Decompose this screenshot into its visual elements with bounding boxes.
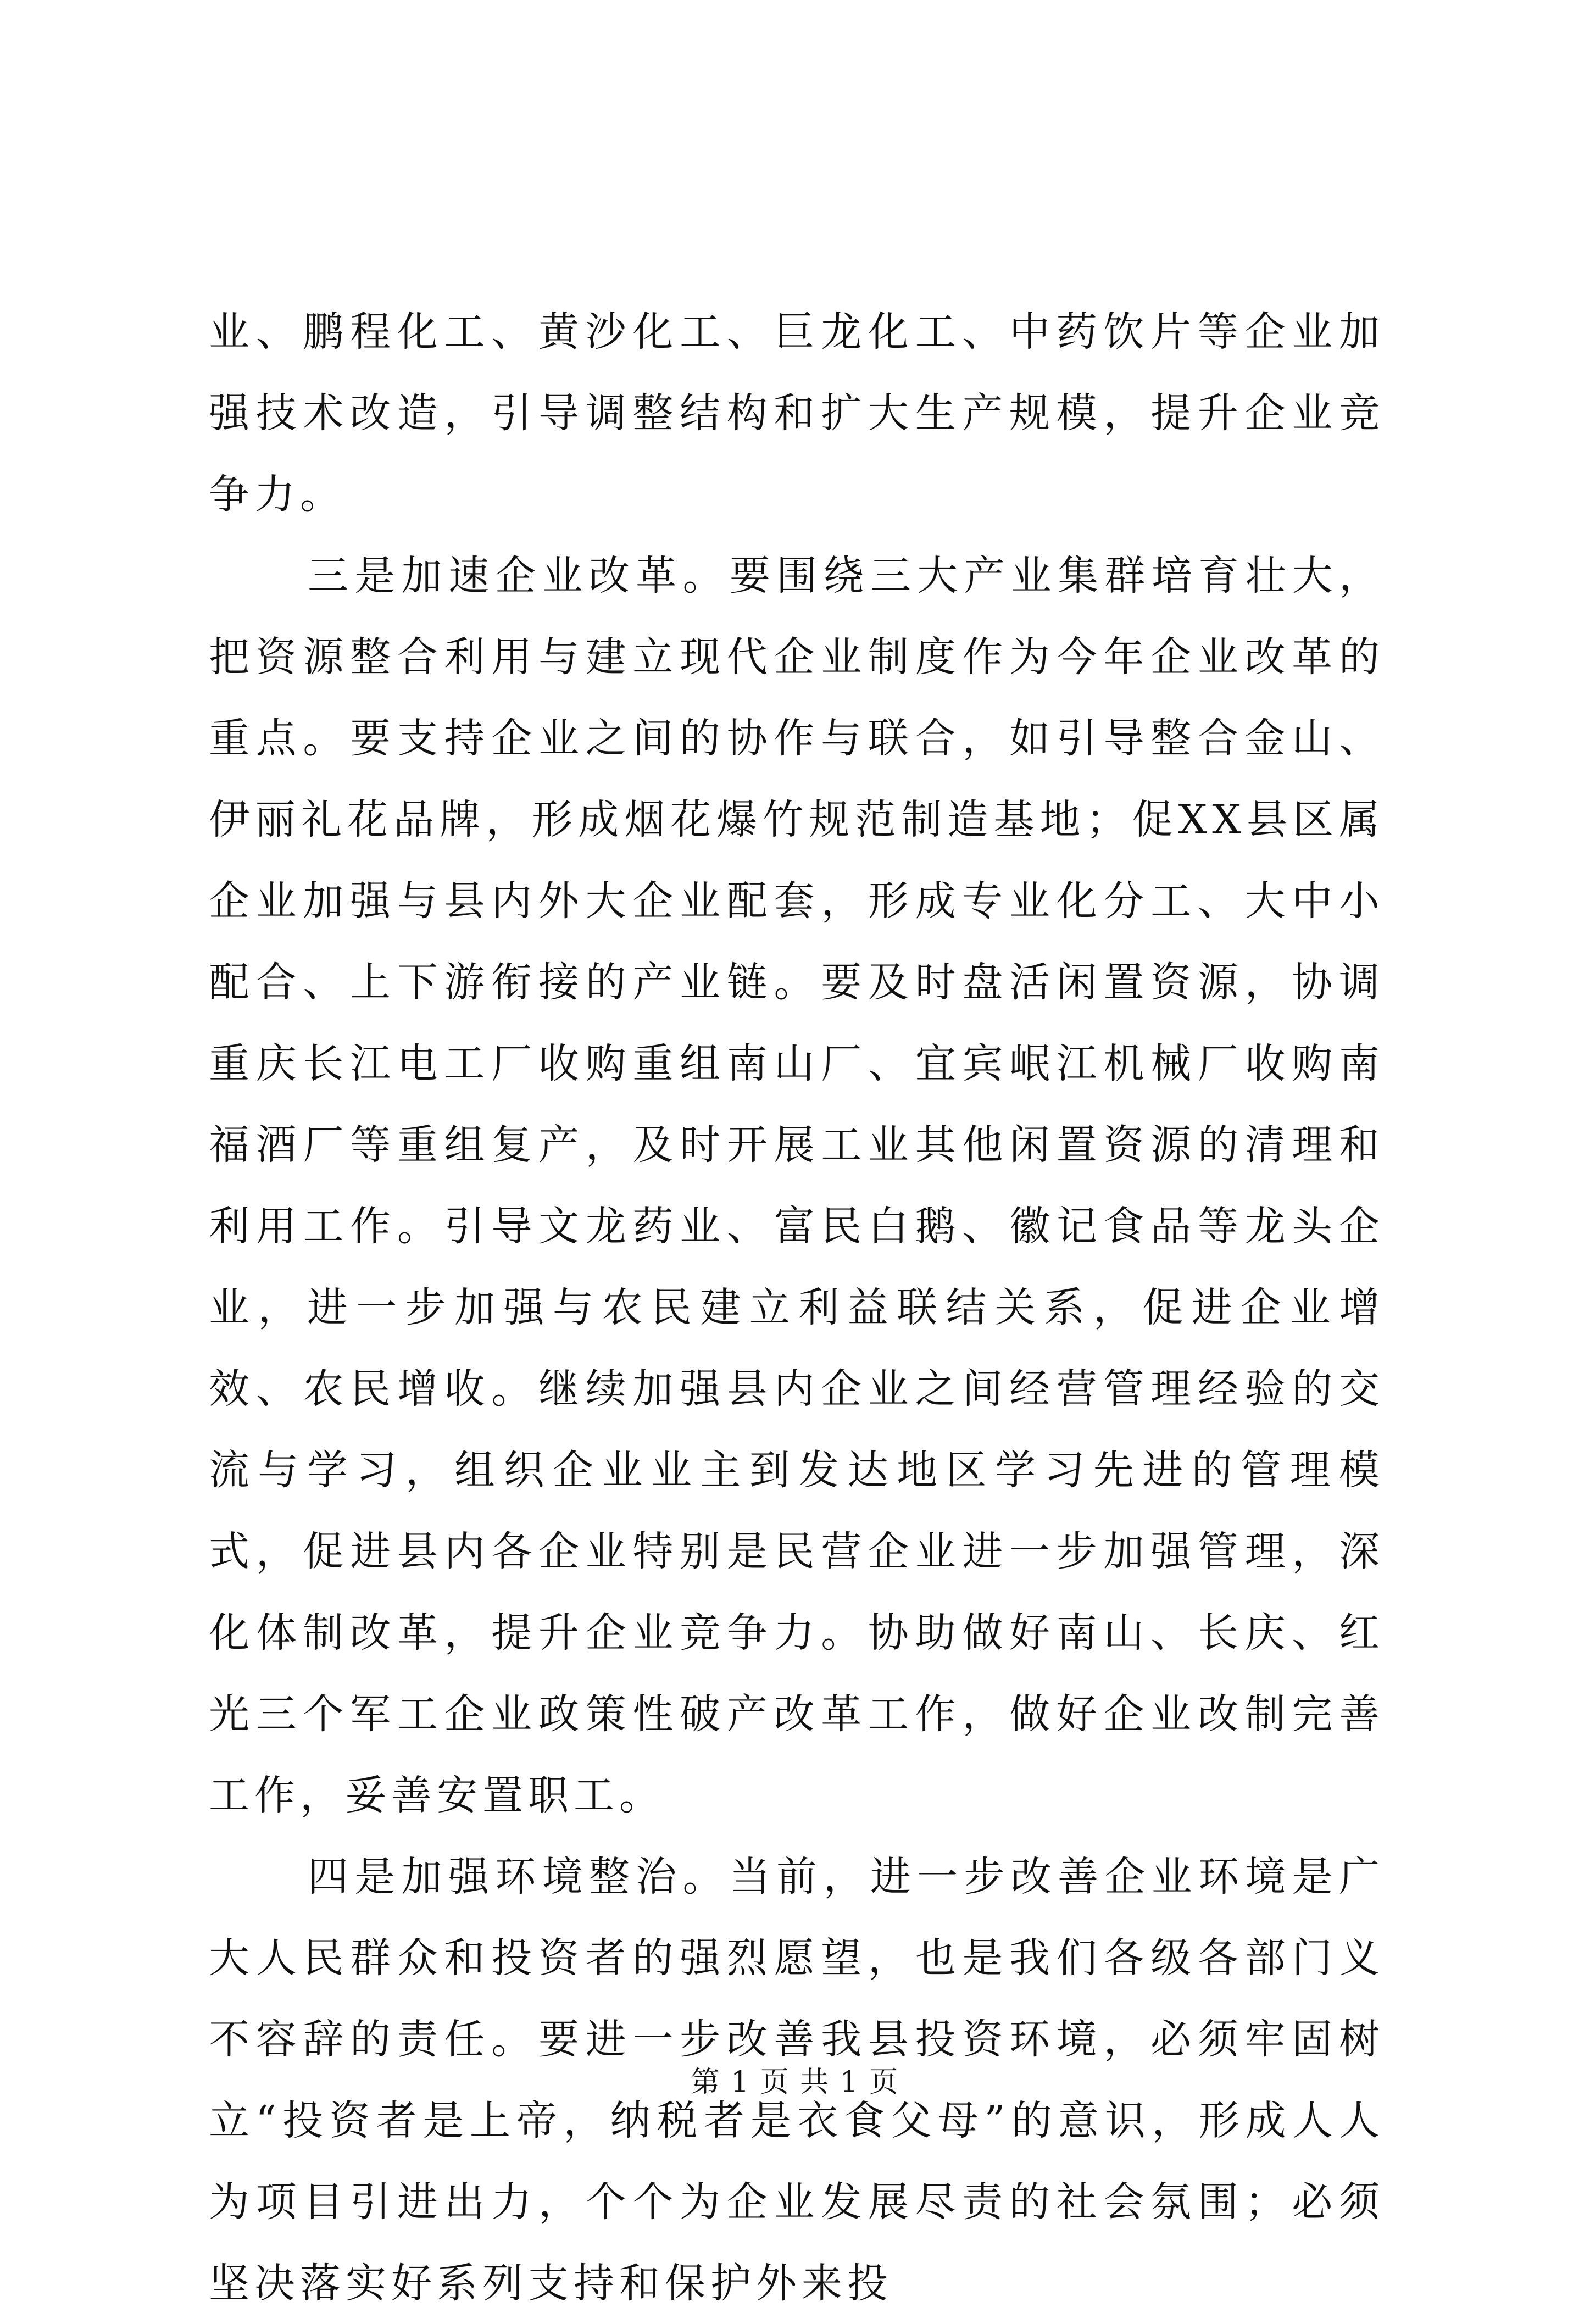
paragraph-environment-improvement: 四是加强环境整治。当前，进一步改善企业环境是广大人民群众和投资者的强烈愿望，也是我们各级各部门义不容辞的责任。要进一步改善我县投资环境，必须牢固树立“投资者是上帝，纳税者是衣食父母”的意识，形成人人为项目引进出力，个个为企业发展尽责的社会氛围；必须坚决落实好系列支持和保护外来投	[209, 1853, 1385, 2307]
document-body	[209, 291, 1385, 2324]
paragraph-enterprise-reform: 三是加速企业改革。要围绕三大产业集群培育壮大，把资源整合利用与建立现代企业制度作为今年企业改革的重点。要支持企业之间的协作与联合，如引导整合金山、伊丽礼花品牌，形成烟花爆竹规范制造基地；促XX县区属企业加强与县内外大企业配套，形成专业化分工、大中小配合、上下游衔接的产业链。要及时盘活闲置资源，协调重庆长江电工厂收购重组南山厂、宜宾岷江机械厂收购南福酒厂等重组复产，及时开展工业其他闲置资源的清理和利用工作。引导文龙药业、富民白鹅、徽记食品等龙头企业，进一步加强与农民建立利益联结关系，促进企业增效、农民增收。继续加强县内企业之间经营管理经验的交流与学习，组织企业业主到发达地区学习先进的管理模式，促进县内各企业特别是民营企业进一步加强管理，深化体制改革，提升企业竞争力。协助做好南山、长庆、红光三个军工企业政策性破产改革工作，做好企业改制完善工作，妥善安置职工。	[209, 552, 1385, 1819]
page-footer: 第 1 页 共 1 页	[691, 2066, 899, 2099]
paragraph-continuation: 业、鹏程化工、黄沙化工、巨龙化工、中药饮片等企业加强技术改造，引导调整结构和扩大生产规模，提升企业竞争力。	[209, 308, 1385, 518]
